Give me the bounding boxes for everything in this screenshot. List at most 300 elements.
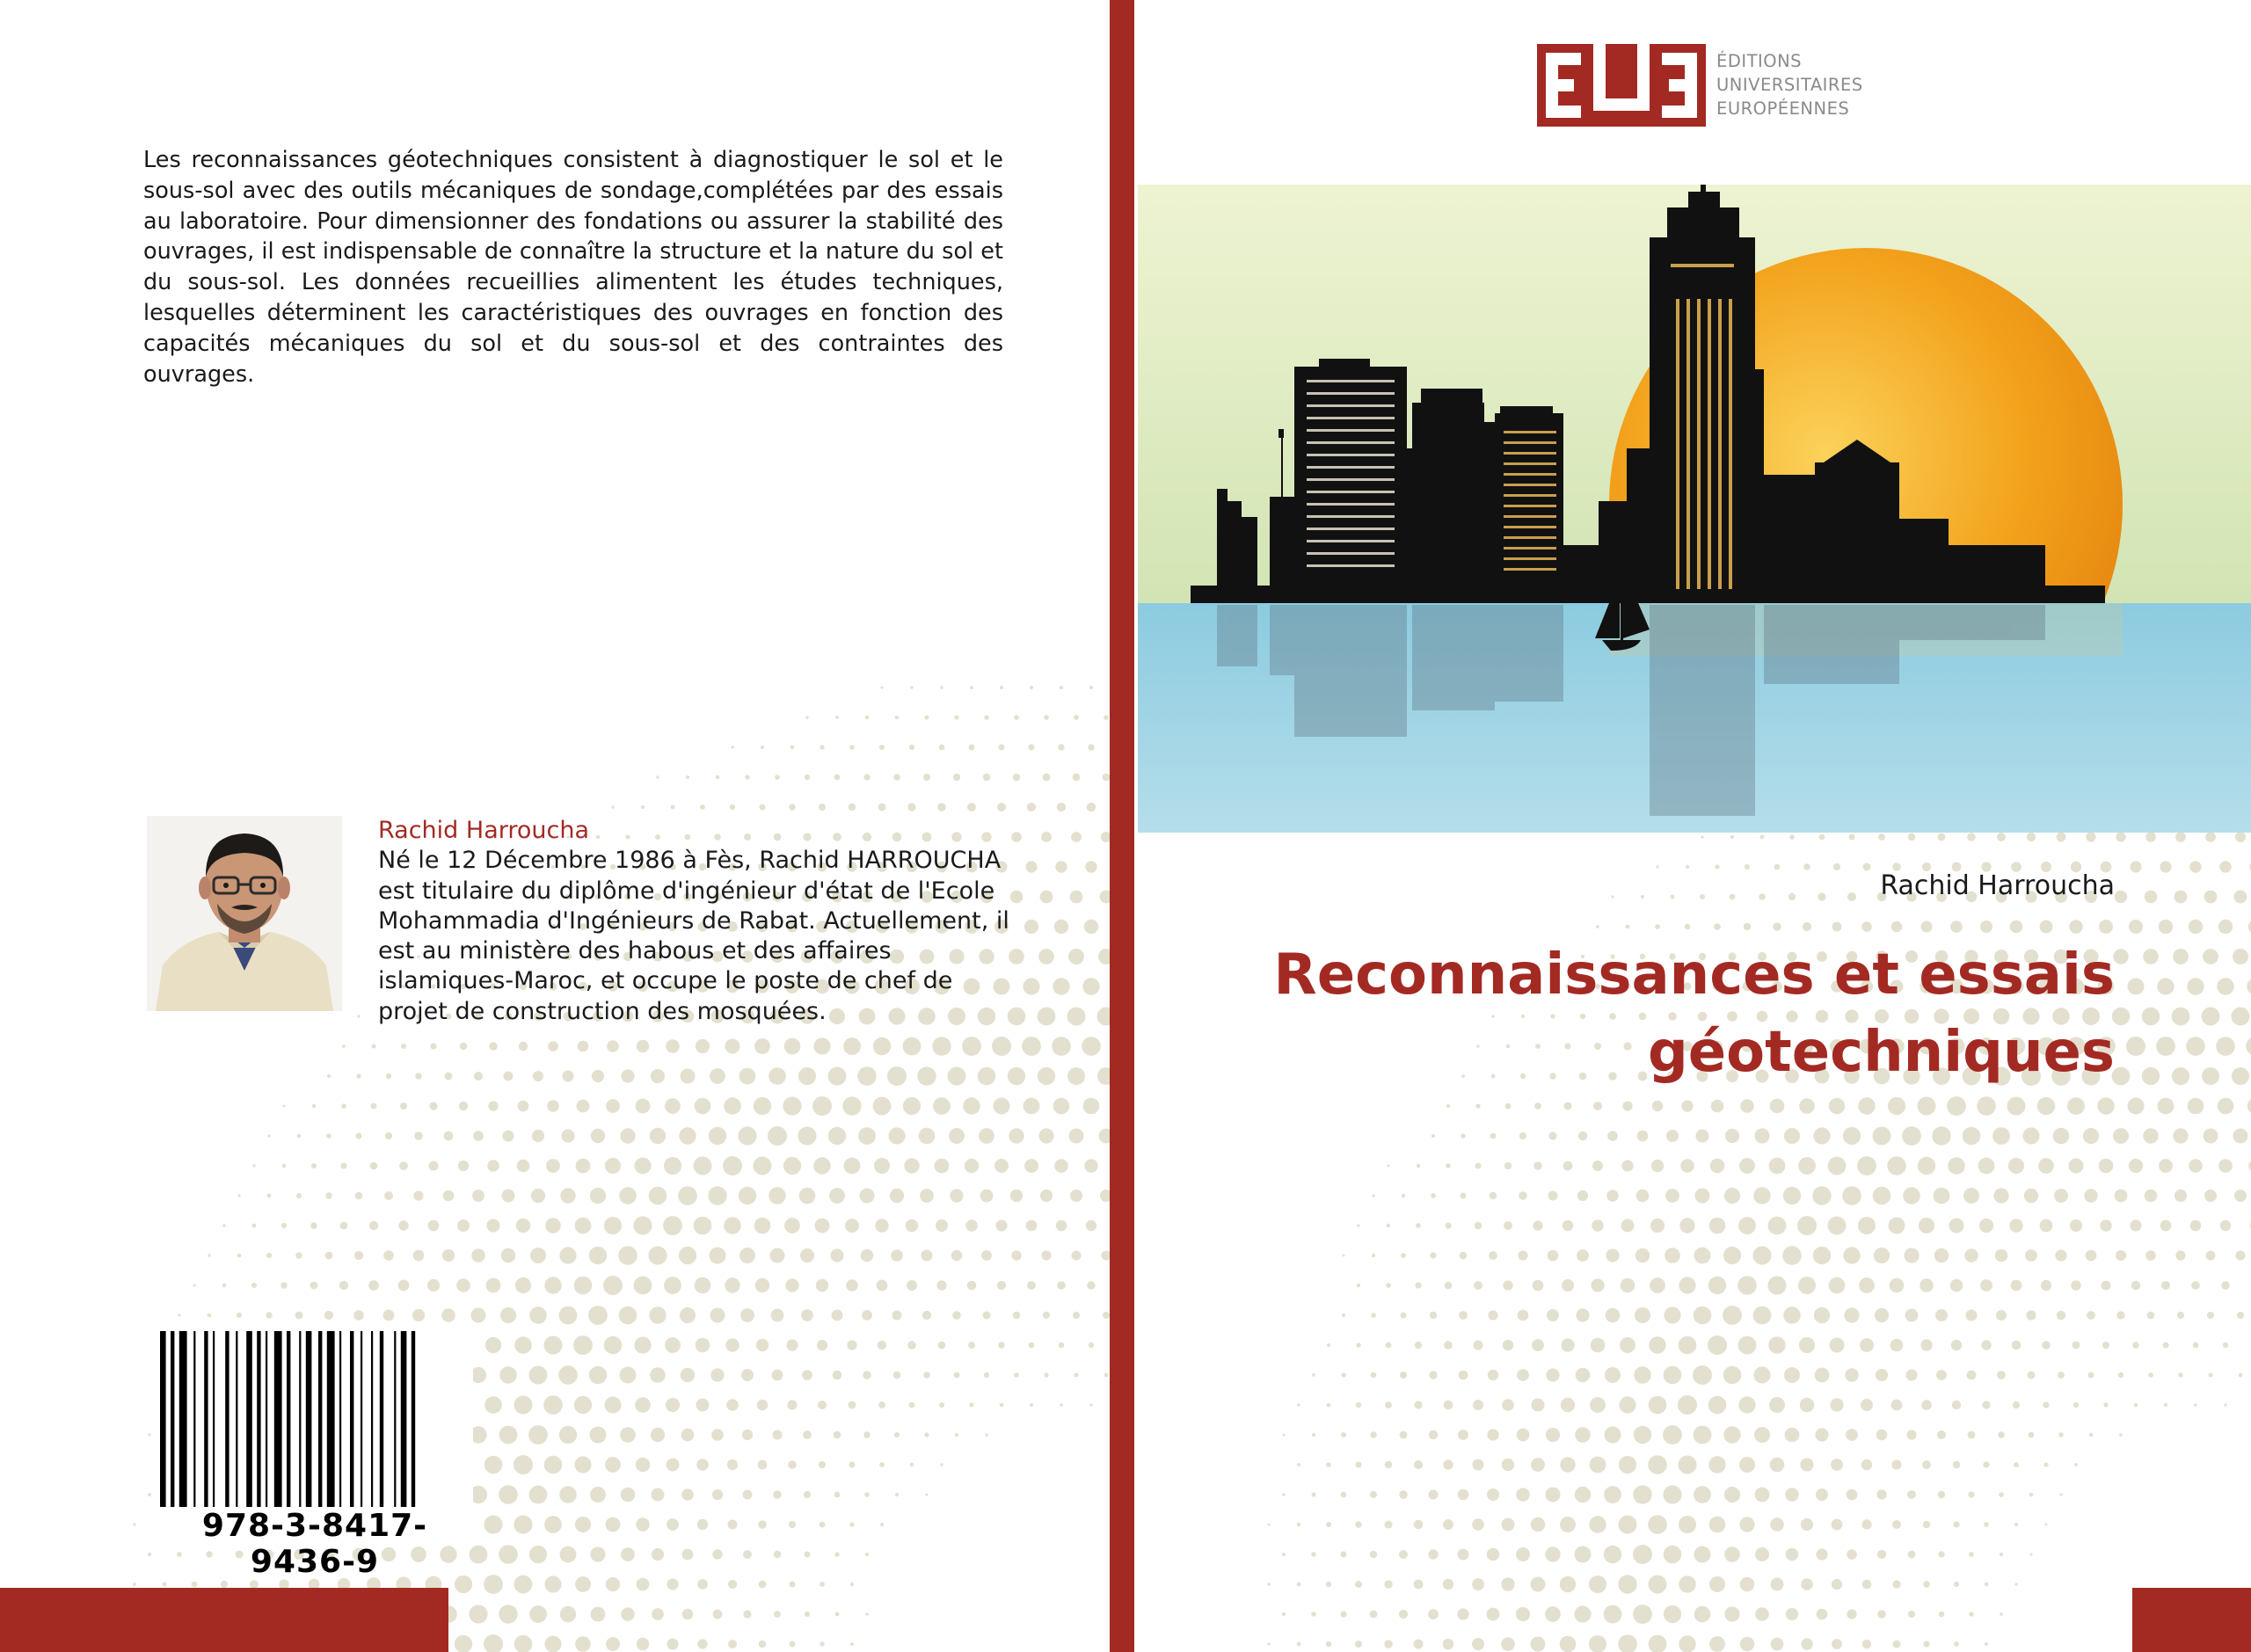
dot xyxy=(665,1098,681,1114)
dot xyxy=(1891,1459,1901,1469)
dot xyxy=(1575,1546,1592,1563)
dot xyxy=(1075,1373,1079,1378)
dot xyxy=(800,1248,814,1263)
dot xyxy=(1417,1164,1420,1168)
dot xyxy=(1847,1549,1857,1560)
dot xyxy=(2014,1462,2019,1467)
dot xyxy=(1679,1635,1695,1652)
dot xyxy=(1517,1429,1530,1442)
dot xyxy=(2177,1312,2184,1319)
dot xyxy=(2160,861,2171,872)
dot xyxy=(573,1335,593,1355)
dot xyxy=(2191,1281,2200,1290)
dot xyxy=(1997,1371,2006,1379)
dot xyxy=(251,1283,257,1288)
dot xyxy=(994,1159,1009,1173)
dot xyxy=(2173,949,2189,964)
barcode-bar xyxy=(266,1331,267,1507)
dot xyxy=(2022,1127,2039,1144)
dot xyxy=(1461,1193,1467,1199)
dot xyxy=(2209,1373,2213,1378)
dot xyxy=(562,1070,573,1081)
dot xyxy=(1043,774,1051,782)
dot xyxy=(1621,1219,1635,1233)
dot xyxy=(1548,1132,1556,1139)
dot xyxy=(1589,1516,1606,1532)
dot xyxy=(1472,1518,1484,1531)
dot xyxy=(953,774,960,781)
dot xyxy=(325,1192,331,1198)
dot xyxy=(833,1371,842,1380)
publisher-line-3: EUROPÉENNES xyxy=(1716,98,1850,119)
dot xyxy=(1832,922,1842,932)
dot xyxy=(283,1105,286,1108)
dot xyxy=(773,1430,783,1440)
dot xyxy=(1055,861,1067,872)
dot xyxy=(2013,1401,2020,1408)
dot xyxy=(1858,1097,1875,1114)
dot xyxy=(574,1277,593,1295)
dot xyxy=(2217,978,2233,994)
dot xyxy=(1679,1336,1697,1355)
dot xyxy=(1947,1096,1966,1116)
dot xyxy=(2202,1067,2219,1085)
dot xyxy=(342,1044,346,1048)
dot xyxy=(591,1607,606,1622)
dot xyxy=(774,1611,781,1618)
dot xyxy=(1591,1338,1606,1353)
dot xyxy=(1797,1216,1817,1235)
dot xyxy=(804,1491,811,1498)
dot xyxy=(1785,1428,1800,1443)
dot xyxy=(1954,1641,1959,1647)
dot xyxy=(2086,832,2095,841)
dot xyxy=(2206,1251,2216,1261)
title-line-1: Reconnaissances et essais xyxy=(1273,942,2115,1008)
dot xyxy=(576,1159,591,1174)
dot xyxy=(940,1463,943,1466)
dot xyxy=(1679,1218,1694,1233)
dot xyxy=(1621,1160,1633,1171)
dot xyxy=(1385,1521,1393,1529)
dot xyxy=(812,1096,832,1116)
dot xyxy=(1621,1278,1635,1293)
dot xyxy=(1008,1067,1025,1085)
dot xyxy=(2008,1158,2024,1174)
dot xyxy=(789,804,795,810)
dot xyxy=(969,1402,973,1407)
dot xyxy=(606,1577,620,1591)
dot xyxy=(760,804,766,811)
dot xyxy=(1800,1398,1815,1413)
dot xyxy=(1548,1250,1559,1262)
dot xyxy=(529,1366,548,1385)
dot xyxy=(907,1341,915,1349)
dot xyxy=(1489,1251,1497,1260)
dot xyxy=(723,1156,742,1175)
dot xyxy=(907,1280,917,1291)
dot xyxy=(1906,1370,1918,1381)
dot xyxy=(383,1250,394,1261)
dot xyxy=(1604,1486,1621,1503)
dot xyxy=(1548,1191,1558,1201)
dot xyxy=(1504,1162,1512,1169)
dot xyxy=(559,1486,576,1503)
barcode-bar xyxy=(204,1331,208,1507)
dot xyxy=(133,1583,136,1586)
dot xyxy=(1710,1159,1725,1174)
dot xyxy=(529,1605,547,1623)
dot xyxy=(849,1401,856,1409)
dot xyxy=(880,1523,884,1526)
dot xyxy=(954,1372,960,1379)
dot xyxy=(529,1486,548,1504)
dot xyxy=(590,1188,606,1204)
dot xyxy=(1950,1279,1963,1292)
dot xyxy=(529,1546,547,1563)
dot xyxy=(1755,1488,1770,1503)
dot xyxy=(428,1220,440,1232)
dot xyxy=(1745,864,1750,870)
dot xyxy=(1619,1396,1635,1413)
dot xyxy=(469,1605,487,1623)
dot xyxy=(2069,1159,2084,1174)
dot xyxy=(1877,1550,1886,1559)
dot xyxy=(681,1069,696,1084)
dot xyxy=(2113,1128,2129,1144)
dot xyxy=(1714,923,1721,930)
dot xyxy=(471,1248,484,1262)
dot xyxy=(891,1249,903,1262)
dot xyxy=(857,1066,877,1086)
dot xyxy=(1873,1127,1891,1146)
dot xyxy=(2115,891,2127,903)
dot xyxy=(2203,949,2218,964)
dot xyxy=(922,1311,931,1320)
dot xyxy=(384,1191,393,1200)
dot xyxy=(606,1099,620,1113)
dot xyxy=(1875,1308,1889,1322)
dot xyxy=(1355,1581,1362,1588)
dot xyxy=(1799,1337,1815,1353)
dot xyxy=(2103,1402,2108,1407)
dot xyxy=(2116,832,2125,841)
dot xyxy=(892,1311,902,1321)
dot xyxy=(2204,1190,2217,1202)
dot xyxy=(484,1634,503,1652)
dot xyxy=(2236,1251,2246,1261)
dot xyxy=(1429,1430,1438,1439)
dot xyxy=(1459,1371,1468,1380)
dot xyxy=(1708,1277,1726,1294)
dot xyxy=(681,1488,694,1501)
dot xyxy=(1950,921,1963,933)
dot xyxy=(2161,1281,2170,1290)
cover-illustration xyxy=(1138,185,2251,833)
dot xyxy=(1890,1278,1905,1293)
dot xyxy=(1768,1336,1785,1353)
dot xyxy=(1843,1247,1860,1263)
dot xyxy=(1876,1430,1888,1441)
dot xyxy=(2045,1524,2048,1526)
dot xyxy=(1282,1612,1286,1616)
dot xyxy=(1770,1458,1785,1473)
dot xyxy=(801,1309,813,1321)
dot xyxy=(441,1308,455,1322)
dot xyxy=(1902,1126,1921,1146)
dot xyxy=(1860,1338,1874,1352)
dot xyxy=(1709,1636,1725,1652)
dot xyxy=(933,1097,951,1115)
dot xyxy=(1891,921,1902,932)
dot xyxy=(516,1219,530,1233)
dot xyxy=(1038,1008,1056,1026)
dot xyxy=(2234,891,2247,904)
dot xyxy=(2053,1128,2070,1145)
dot xyxy=(1458,1489,1469,1501)
dot xyxy=(1858,1217,1876,1234)
dot xyxy=(962,1037,981,1056)
dot xyxy=(501,1248,516,1263)
dot xyxy=(1340,1611,1346,1617)
dot xyxy=(499,1366,517,1384)
dot xyxy=(2189,1159,2203,1173)
dot xyxy=(1969,1612,1973,1616)
dot xyxy=(694,1217,712,1235)
dot xyxy=(1341,1552,1347,1558)
dot xyxy=(1443,1519,1453,1530)
dot xyxy=(530,1248,546,1263)
dot xyxy=(2194,1403,2197,1407)
dot xyxy=(1430,1312,1437,1319)
dot xyxy=(878,804,886,811)
dot xyxy=(2058,1372,2065,1379)
dot xyxy=(940,686,943,689)
dot xyxy=(803,1430,812,1439)
dot xyxy=(1783,1306,1801,1324)
dot xyxy=(1633,1485,1651,1503)
dot xyxy=(696,1039,710,1053)
dot xyxy=(1995,1249,2008,1263)
dot xyxy=(558,1365,578,1385)
dot xyxy=(2147,1312,2155,1320)
dot xyxy=(575,1218,592,1234)
dot xyxy=(788,1460,797,1469)
dot xyxy=(514,1515,532,1533)
dot xyxy=(1626,925,1630,929)
dot xyxy=(1043,1312,1050,1319)
dot xyxy=(985,1433,988,1437)
dot xyxy=(774,1551,781,1558)
dot xyxy=(656,775,659,778)
dot xyxy=(879,1462,885,1467)
dot xyxy=(607,1040,619,1052)
dot xyxy=(743,1550,752,1559)
dot xyxy=(1443,1579,1453,1590)
dot xyxy=(1969,1552,1974,1557)
dot xyxy=(267,1134,270,1137)
dot xyxy=(697,1519,708,1530)
dot xyxy=(1648,1455,1667,1474)
dot xyxy=(1937,1430,1946,1439)
dot xyxy=(1591,1278,1604,1292)
dot xyxy=(2129,920,2143,934)
dot xyxy=(327,1074,331,1078)
dot xyxy=(979,1128,994,1144)
dot xyxy=(1531,1458,1545,1472)
dot xyxy=(1082,978,1099,994)
dot xyxy=(605,1457,621,1473)
dot xyxy=(1771,1578,1784,1591)
dot xyxy=(1297,1463,1300,1466)
dot xyxy=(2102,1342,2109,1349)
dot xyxy=(710,1308,725,1323)
dot xyxy=(2128,1098,2145,1115)
dot xyxy=(2084,1189,2097,1202)
dot xyxy=(829,1188,845,1204)
dot xyxy=(385,1132,392,1139)
dot xyxy=(843,1037,861,1055)
dot xyxy=(148,1433,150,1436)
dot xyxy=(267,1194,272,1198)
dot xyxy=(716,775,720,780)
dot xyxy=(1997,833,2006,841)
dot xyxy=(863,1431,870,1437)
dot xyxy=(2059,1493,2062,1496)
dot xyxy=(696,1459,709,1471)
dot xyxy=(2086,1250,2097,1262)
dot xyxy=(895,1493,899,1496)
dot xyxy=(499,1485,518,1504)
dot xyxy=(2116,1311,2124,1319)
dot xyxy=(559,1247,576,1263)
dot xyxy=(1696,1130,1709,1143)
dot xyxy=(1755,1607,1769,1621)
dot xyxy=(1070,891,1083,904)
dot xyxy=(1089,1343,1094,1348)
barcode-bar xyxy=(401,1331,407,1507)
dot xyxy=(1832,1639,1842,1649)
dot xyxy=(1862,1580,1872,1590)
dot xyxy=(893,774,900,781)
dot xyxy=(2221,1281,2229,1289)
dot xyxy=(2030,1554,2033,1556)
dot xyxy=(1577,1249,1589,1262)
dot xyxy=(2145,1250,2156,1261)
dot xyxy=(2027,833,2036,841)
dot xyxy=(1444,1341,1453,1350)
barcode-bar xyxy=(299,1331,301,1507)
dot xyxy=(666,1039,679,1052)
dot xyxy=(965,1219,978,1232)
dot xyxy=(1695,1189,1710,1204)
dot xyxy=(1708,1456,1725,1473)
dot xyxy=(844,1158,861,1175)
dot xyxy=(445,1073,453,1081)
dot xyxy=(1655,924,1660,929)
dot xyxy=(178,1314,180,1316)
dot xyxy=(1099,1129,1111,1144)
dot xyxy=(2099,1159,2114,1174)
dot xyxy=(984,1372,989,1378)
dot xyxy=(1999,1492,2004,1497)
dot xyxy=(1056,1220,1067,1232)
dot xyxy=(2204,1129,2218,1144)
dot xyxy=(1739,1517,1754,1532)
dot xyxy=(999,745,1005,751)
dot xyxy=(514,1635,533,1652)
publisher-logo-icon xyxy=(1537,44,1706,127)
dot xyxy=(725,1277,739,1292)
dot xyxy=(842,1096,861,1115)
dot xyxy=(383,1310,395,1321)
dot xyxy=(939,745,945,751)
barcode-bar xyxy=(246,1331,252,1507)
dot xyxy=(1767,1276,1786,1294)
dot xyxy=(910,1463,914,1467)
dot xyxy=(1606,1190,1618,1201)
dot xyxy=(545,1218,561,1234)
dot xyxy=(1979,1219,1993,1233)
dot xyxy=(1949,1219,1964,1234)
dot xyxy=(310,1222,317,1228)
dot xyxy=(1876,1489,1886,1499)
dot xyxy=(790,746,795,750)
dot xyxy=(324,1311,333,1320)
dot xyxy=(2116,1250,2126,1261)
dot xyxy=(484,1515,502,1533)
dot xyxy=(1459,1311,1468,1320)
dot xyxy=(1355,1521,1362,1528)
dot xyxy=(2037,1097,2055,1115)
dot xyxy=(1985,1583,1989,1587)
dot xyxy=(1830,1398,1843,1411)
dot xyxy=(1738,1396,1755,1413)
dot xyxy=(1072,1251,1082,1261)
dot xyxy=(1789,834,1795,840)
dot xyxy=(1546,1428,1560,1442)
dot xyxy=(649,1306,666,1323)
barcode-bar xyxy=(371,1331,373,1507)
dot xyxy=(2054,1189,2068,1203)
dot xyxy=(1978,1158,1995,1175)
bio-author-name: Rachid Harroucha xyxy=(378,817,590,844)
dot xyxy=(2164,1403,2167,1407)
back-cover-blurb: Les reconnaissances géotechniques consistent à diagnostiquer le sol et le sous-sol avec des outils mécaniques de sondage,complétées par des essais au laboratoire. Pour dimensionner des fondations ou assurer la stabilité des ouvrages, il est indispensable de connaître la structure et la nature du sol et du sous-sol. Les données recueillies alimentent les études techniques, lesquelles déterminent les caractéristiques des ouvrages en fonction des capacités mécaniques du sol et du sous-sol et des contraintes des ouvrages. xyxy=(143,147,1003,388)
dot xyxy=(2159,1159,2173,1173)
dot xyxy=(1605,1427,1621,1444)
dot xyxy=(1444,1401,1453,1410)
dot xyxy=(1752,1246,1771,1264)
dot xyxy=(1504,1221,1512,1230)
dot xyxy=(1546,1368,1559,1381)
dot xyxy=(1664,1605,1681,1623)
dot xyxy=(2247,978,2251,994)
dot xyxy=(2119,1433,2123,1437)
dot xyxy=(266,1253,272,1258)
dot xyxy=(1980,1279,1992,1292)
dot xyxy=(1934,1188,1950,1204)
dot xyxy=(1370,1551,1377,1558)
dot xyxy=(2224,1403,2226,1406)
dot xyxy=(1490,1133,1497,1139)
dot xyxy=(1815,1368,1830,1383)
dot xyxy=(1562,1279,1574,1292)
dot xyxy=(2175,891,2188,904)
dot xyxy=(2178,1372,2182,1377)
dot xyxy=(904,1158,919,1173)
dot xyxy=(533,1071,543,1081)
